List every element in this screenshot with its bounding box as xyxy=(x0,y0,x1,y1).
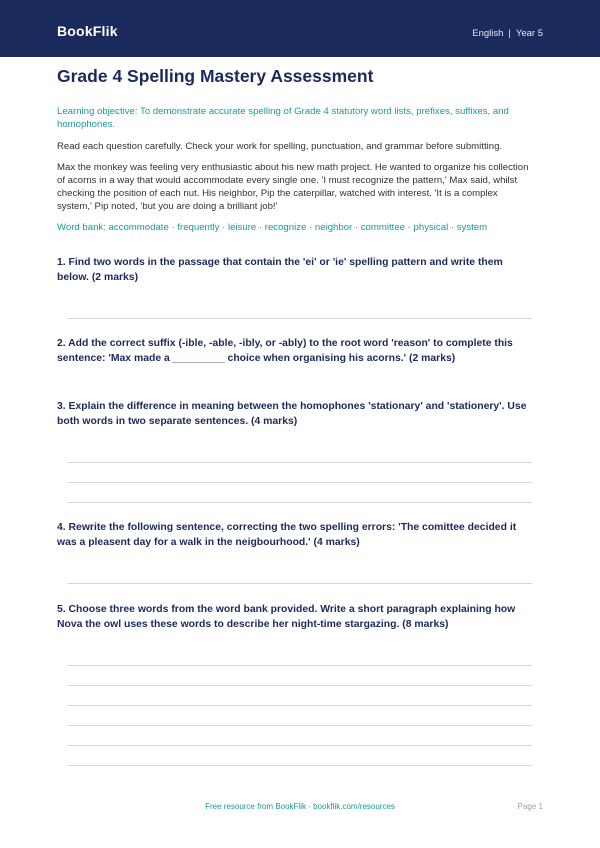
answer-line[interactable] xyxy=(67,685,532,686)
question-4: 4. Rewrite the following sentence, correcting the two spelling errors: 'The comittee decided it was a pleasent day for a walk in the neigbourhood.' (4 marks) xyxy=(57,522,517,548)
subject-year-label xyxy=(472,28,543,39)
answer-line[interactable] xyxy=(67,318,532,319)
instructions-text: Read each question carefully. Check your work for spelling, punctuation, and grammar before submitting. xyxy=(57,141,503,152)
meta-separator: | xyxy=(508,28,511,39)
question-3: 3. Explain the difference in meaning between the homophones 'stationary' and 'stationery'. Use both words in two separate sentences. (4 marks) xyxy=(57,401,527,427)
footer-credit[interactable]: Free resource from BookFlik · bookflik.com/resources xyxy=(205,802,395,811)
answer-line[interactable] xyxy=(67,482,532,483)
page-number: Page 1 xyxy=(517,802,543,811)
learning-objective: Learning objective: To demonstrate accurate spelling of Grade 4 statutory word lists, prefixes, suffixes, and homophones. xyxy=(57,106,509,130)
brand-logo[interactable]: BookFlik xyxy=(57,23,118,39)
answer-line[interactable] xyxy=(67,765,532,766)
answer-line[interactable] xyxy=(67,745,532,746)
answer-line[interactable] xyxy=(67,665,532,666)
answer-line[interactable] xyxy=(67,705,532,706)
answer-line[interactable] xyxy=(67,725,532,726)
reading-passage: Max the monkey was feeling very enthusiastic about his new math project. He wanted to organize his collection of acorns in a way that would accommodate every single one. 'I must recognize the pattern,' Max said, whilst checking the position of each nut. His neighbor, Pip the caterpillar, watched with interest. 'It is a complex system,' Pip noted, 'but you are doing a brilliant job!' xyxy=(57,162,529,212)
word-bank: Word bank: accommodate · frequently · leisure · recognize · neighbor · committee · physical · system xyxy=(57,222,488,233)
question-5: 5. Choose three words from the word bank provided. Write a short paragraph explaining how Nova the owl uses these words to describe her night-time stargazing. (8 marks) xyxy=(57,604,516,630)
subject-label: English xyxy=(472,28,504,39)
page-header xyxy=(0,0,600,57)
question-2: 2. Add the correct suffix (-ible, -able, -ibly, or -ably) to the root word 'reason' to complete this sentence: 'Max made a _________ choice when organising his acorns.' (2 marks) xyxy=(57,338,513,364)
answer-line[interactable] xyxy=(67,462,532,463)
answer-line[interactable] xyxy=(67,502,532,503)
question-1: 1. Find two words in the passage that contain the 'ei' or 'ie' spelling pattern and write them below. (2 marks) xyxy=(57,257,503,283)
document-intro xyxy=(57,66,533,234)
year-label: Year 5 xyxy=(515,28,543,39)
page-title: Grade 4 Spelling Mastery Assessment xyxy=(57,66,374,86)
answer-line[interactable] xyxy=(67,583,532,584)
